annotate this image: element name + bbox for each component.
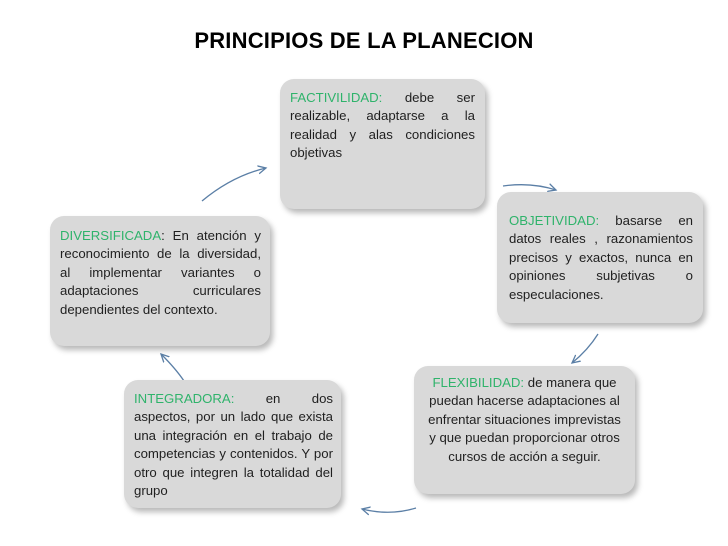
box-flexibilidad xyxy=(414,366,635,494)
arrow-factividad-to-objetividad xyxy=(503,185,556,190)
flexibilidad-keyword: FLEXIBILIDAD: xyxy=(432,375,525,390)
arrow-flexibilidad-to-integradora xyxy=(362,508,416,512)
integradora-text: en dos aspectos, por un lado que exista una integración en el trabajo de competencias y contenidos. Y por otro que integren la totalidad del grupo xyxy=(134,391,333,499)
objetividad-text: basarse en datos reales , razonamientos precisos y exactos, nunca en opiniones subjetivas o especulaciones. xyxy=(509,213,693,302)
box-diversificada xyxy=(50,216,270,346)
diagram-title: PRINCIPIOS DE LA PLANECION xyxy=(194,28,534,53)
integradora-keyword: INTEGRADORA: xyxy=(134,391,235,406)
arrow-objetividad-to-flexibilidad xyxy=(572,334,598,363)
box-objetividad xyxy=(497,192,703,323)
factividad-text: debe ser realizable, adaptarse a la realidad y alas condiciones objetivas xyxy=(290,90,475,161)
arrow-integradora-to-diversificada xyxy=(161,354,184,381)
arrow-diversificada-to-factividad xyxy=(202,168,266,201)
flexibilidad-text: de manera que puedan hacerse adaptaciones al enfrentar situaciones imprevistas y que puedan proporcionar otros cursos de acción a seguir. xyxy=(428,375,621,464)
objetividad-keyword: OBJETIVIDAD: xyxy=(509,213,600,228)
diversificada-text: : En atención y reconocimiento de la diversidad, al implementar variantes o adaptaciones curriculares dependientes del contexto. xyxy=(60,228,261,317)
diversificada-keyword: DIVERSIFICADA xyxy=(60,228,162,243)
factividad-keyword: FACTIVILIDAD: xyxy=(290,90,383,105)
box-integradora xyxy=(124,380,341,508)
box-factividad xyxy=(280,79,485,209)
